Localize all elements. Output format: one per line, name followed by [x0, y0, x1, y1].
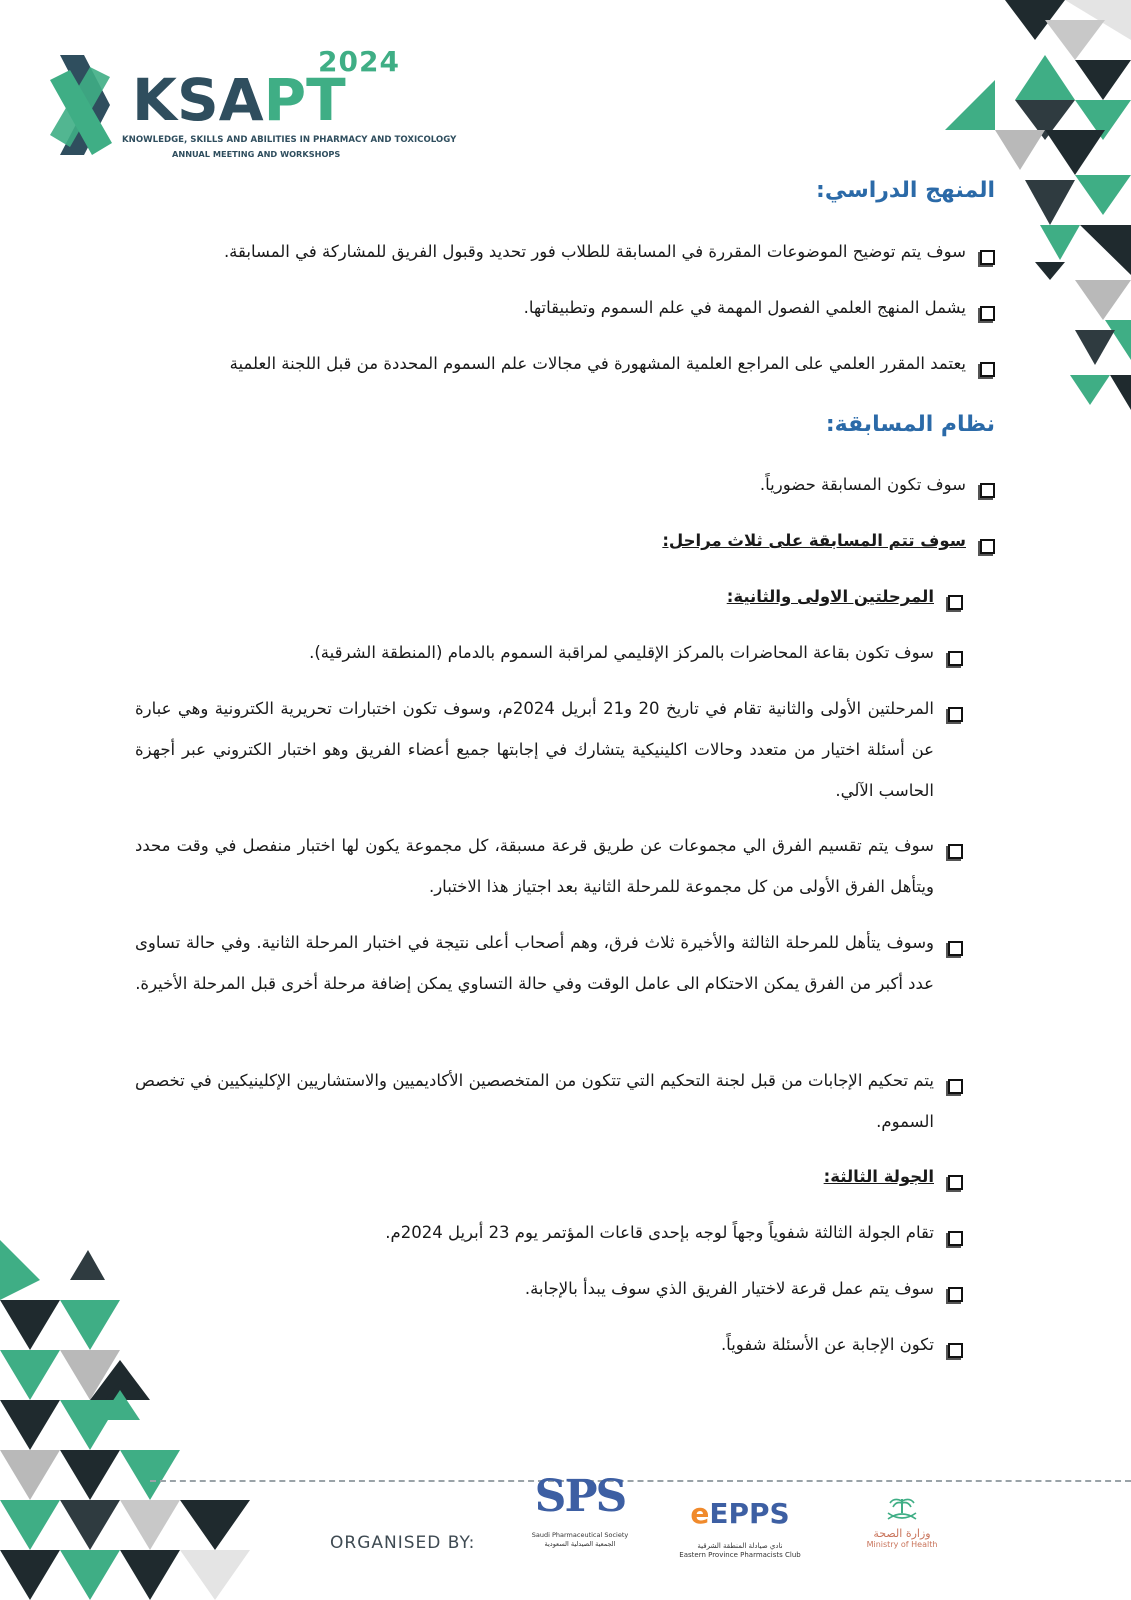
checkbox-bullet-icon: [948, 1079, 963, 1094]
epps-logo: [675, 1497, 805, 1559]
checkbox-bullet-icon: [948, 1287, 963, 1302]
checkbox-bullet-icon: [980, 306, 995, 321]
epps-name-ar: نادي صيادلة المنطقة الشرقية: [697, 1542, 783, 1550]
list-item: [135, 585, 963, 617]
epps-logo-mark: [675, 1497, 805, 1530]
competition-system-heading: نظام المسابقة:: [825, 412, 995, 437]
moh-logo: [862, 1495, 942, 1550]
list-item: [135, 1277, 963, 1309]
list-item-text: تكون الإجابة عن الأسئلة شفوياً.: [720, 1335, 934, 1354]
sps-name-en: Saudi Pharmaceutical Society: [531, 1531, 629, 1539]
list-item-text: سوف يتم عمل قرعة لاختيار الفريق الذي سوف يبدأ بالإجابة.: [524, 1279, 934, 1298]
checkbox-bullet-icon: [948, 1343, 963, 1358]
list-item-text: وسوف يتأهل للمرحلة الثالثة والأخيرة ثلاث فرق، وهم أصحاب أعلى نتيجة في اختبار المرحلة الثانية. وفي حالة تساوى عدد أكبر من الفرق يمكن الاحتكام الى عامل الوقت وفي حالة التساوي يمكن إضافة مرحلة أخرى قبل المرحلة الأخيرة.: [135, 933, 934, 993]
moh-name-en: Ministry of Health: [866, 1540, 938, 1550]
curriculum-heading: المنهج الدراسي:: [816, 178, 995, 203]
logo-subtagline: ANNUAL MEETING AND WORKSHOPS: [172, 149, 341, 159]
list-item: [135, 641, 963, 673]
sps-logo: [530, 1471, 630, 1548]
list-item-text: سوف تكون بقاعة المحاضرات بالمركز الإقليمي لمراقبة السموم بالدمام (المنطقة الشرقية).: [309, 643, 934, 662]
logo-year: 2024: [318, 45, 400, 78]
palm-swords-emblem-icon: [882, 1495, 922, 1523]
list-item: [135, 931, 963, 1004]
list-item: [135, 240, 995, 272]
checkbox-bullet-icon: [980, 250, 995, 265]
list-item-text: يتم تحكيم الإجابات من قبل لجنة التحكيم التي تتكون من المتخصصين الأكاديميين والاستشاريين الإكلينيكيين في تخصص السموم.: [135, 1071, 934, 1131]
list-item-text: سوف يتم تقسيم الفرق الي مجموعات عن طريق قرعة مسبقة، كل مجموعة يكون لها اختبار منفصل في وقت محدد ويتأهل الفرق الأولى من كل مجموعة للمرحلة الثانية بعد اجتياز هذا الاختبار.: [135, 836, 934, 896]
list-item: [135, 1069, 963, 1142]
list-item: [135, 473, 995, 505]
list-item: [135, 529, 995, 561]
checkbox-bullet-icon: [948, 844, 963, 859]
list-item-text: تقام الجولة الثالثة شفوياً وجهاً لوجه بإحدى قاعات المؤتمر يوم 23 أبريل 2024م.: [385, 1223, 934, 1242]
moh-name-ar: وزارة الصحة: [873, 1527, 931, 1540]
organised-by-label: ORGANISED BY:: [330, 1533, 476, 1553]
rounds-1-2-title: المرحلتين الاولى والثانية:: [726, 587, 934, 606]
checkbox-bullet-icon: [948, 707, 963, 722]
list-item-text: يشمل المنهج العلمي الفصول المهمة في علم السموم وتطبيقاتها.: [523, 298, 966, 317]
footer-divider: [150, 1480, 1131, 1482]
list-item-text: سوف يتم توضيح الموضوعات المقررة في المسابقة للطلاب فور تحديد وقبول الفريق للمشاركة في المسابقة.: [223, 242, 966, 261]
logo-name-pt: PT: [263, 66, 346, 134]
list-item: [135, 697, 963, 811]
checkbox-bullet-icon: [948, 651, 963, 666]
ksapt-logo: [50, 45, 457, 165]
list-item-text: سوف تكون المسابقة حضورياً.: [759, 475, 966, 494]
checkbox-bullet-icon: [980, 483, 995, 498]
epps-logo-e: e: [690, 1497, 710, 1530]
checkbox-bullet-icon: [948, 1231, 963, 1246]
round-3-title: الجولة الثالثة:: [823, 1167, 934, 1186]
list-item: [135, 1165, 963, 1197]
stages-title: سوف تتم المسابقة على ثلاث مراحل:: [662, 531, 966, 550]
checkbox-bullet-icon: [948, 595, 963, 610]
list-item-text: يعتمد المقرر العلمي على المراجع العلمية المشهورة في مجالات علم السموم المحددة من قبل اللجنة العلمية: [229, 354, 966, 373]
list-item: [135, 296, 995, 328]
logo-tagline: KNOWLEDGE, SKILLS AND ABILITIES IN PHARMACY AND TOXICOLOGY: [122, 135, 457, 145]
epps-name-en: Eastern Province Pharmacists Club: [679, 1551, 801, 1559]
list-item: [135, 352, 995, 384]
checkbox-bullet-icon: [948, 1175, 963, 1190]
list-item-text: المرحلتين الأولى والثانية تقام في تاريخ 20 و21 أبريل 2024م، وسوف تكون اختبارات تحريرية الكترونية وهي عبارة عن أسئلة اختيار من متعدد وحالات اكلينيكية يتشارك في إجابتها جميع أعضاء الفريق وهو اختبار الكتروني عبر أجهزة الحاسب الآلي.: [135, 699, 935, 800]
sps-logo-mark: SPS: [534, 1471, 626, 1522]
list-item: [135, 1333, 963, 1365]
epps-logo-text: EPPS: [709, 1497, 790, 1530]
checkbox-bullet-icon: [980, 539, 995, 554]
checkbox-bullet-icon: [980, 362, 995, 377]
ksapt-x-mark-icon: [50, 55, 128, 160]
sps-name-ar: الجمعية الصيدلية السعودية: [544, 1540, 616, 1548]
list-item: [135, 834, 963, 907]
logo-name: [132, 66, 346, 134]
logo-name-ksa: KSA: [132, 66, 264, 134]
checkbox-bullet-icon: [948, 941, 963, 956]
list-item: [135, 1221, 963, 1253]
